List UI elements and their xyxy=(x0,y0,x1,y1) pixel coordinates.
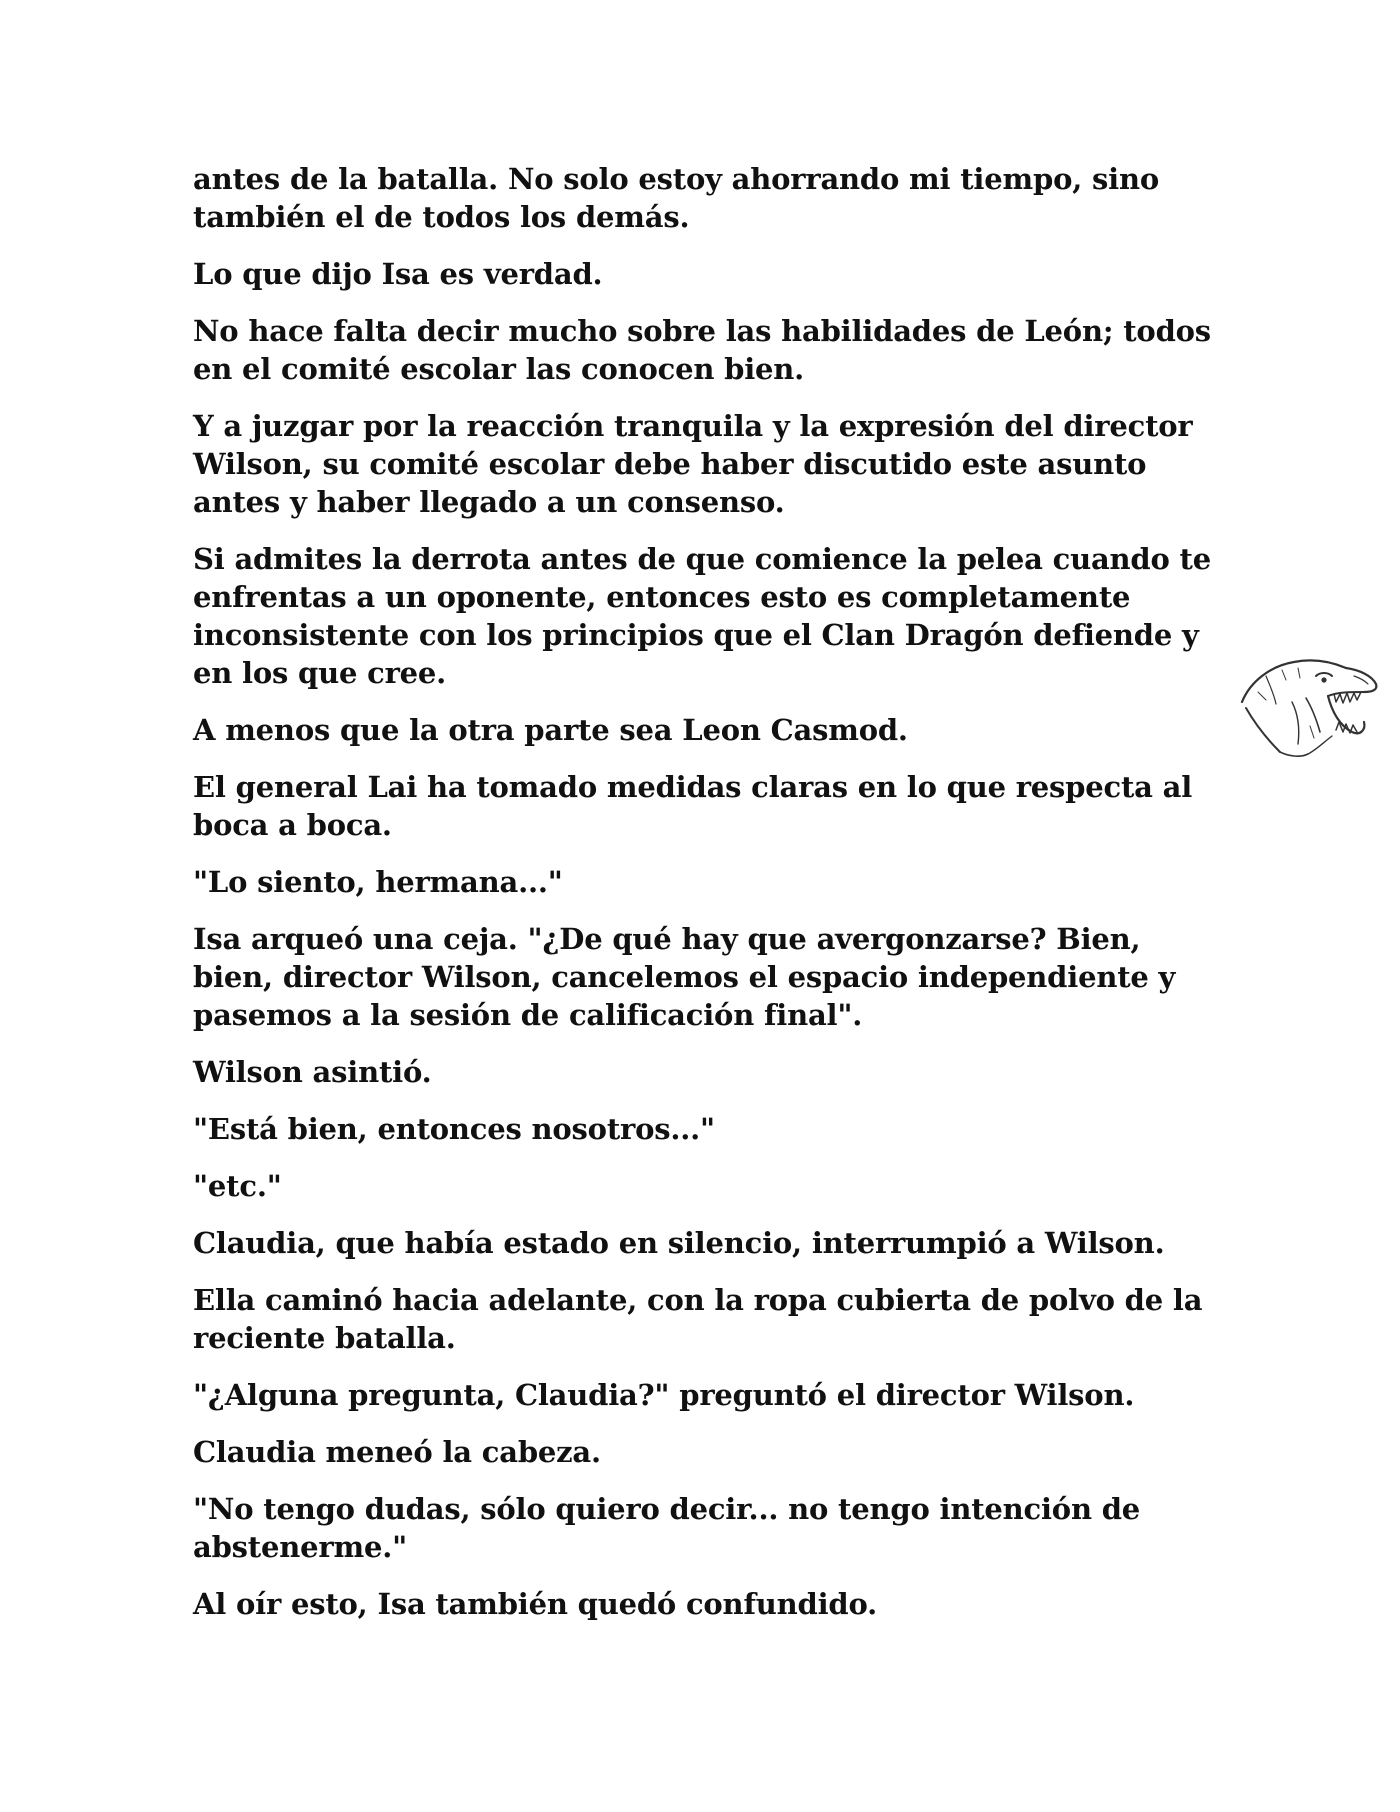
dinosaur-head-sketch-icon xyxy=(1236,642,1384,770)
paragraph: Ella caminó hacia adelante, con la ropa cubierta de polvo de la reciente batalla. xyxy=(193,1283,1203,1355)
paragraph: A menos que la otra parte sea Leon Casmod. xyxy=(193,713,908,747)
paragraph: Wilson asintió. xyxy=(193,1055,432,1089)
paragraph: Si admites la derrota antes de que comience la pelea cuando te enfrentas a un oponente, entonces esto es completamente inconsistente con los principios que el Clan Dragón defiende y en los que cree. xyxy=(193,542,1211,690)
paragraph: Lo que dijo Isa es verdad. xyxy=(193,257,603,291)
paragraph: "¿Alguna pregunta, Claudia?" preguntó el director Wilson. xyxy=(193,1378,1135,1412)
paragraph: No hace falta decir mucho sobre las habilidades de León; todos en el comité escolar las conocen bien. xyxy=(193,314,1211,386)
paragraph: "No tengo dudas, sólo quiero decir... no tengo intención de abstenerme." xyxy=(193,1492,1141,1564)
paragraph: "Está bien, entonces nosotros..." xyxy=(193,1112,715,1146)
paragraph: Y a juzgar por la reacción tranquila y la expresión del director Wilson, su comité escolar debe haber discutido este asunto antes y haber llegado a un consenso. xyxy=(193,409,1193,519)
paragraph: "etc." xyxy=(193,1169,282,1203)
text-body xyxy=(193,160,1223,1642)
paragraph: Al oír esto, Isa también quedó confundido. xyxy=(193,1587,877,1621)
paragraph: Claudia meneó la cabeza. xyxy=(193,1435,601,1469)
paragraph: El general Lai ha tomado medidas claras en lo que respecta al boca a boca. xyxy=(193,770,1193,842)
paragraph: Isa arqueó una ceja. "¿De qué hay que avergonzarse? Bien, bien, director Wilson, cancelemos el espacio independiente y pasemos a la sesión de calificación final". xyxy=(193,922,1176,1032)
paragraph: antes de la batalla. No solo estoy ahorrando mi tiempo, sino también el de todos los demás. xyxy=(193,162,1159,234)
paragraph: Claudia, que había estado en silencio, interrumpió a Wilson. xyxy=(193,1226,1165,1260)
paragraph: "Lo siento, hermana..." xyxy=(193,865,563,899)
